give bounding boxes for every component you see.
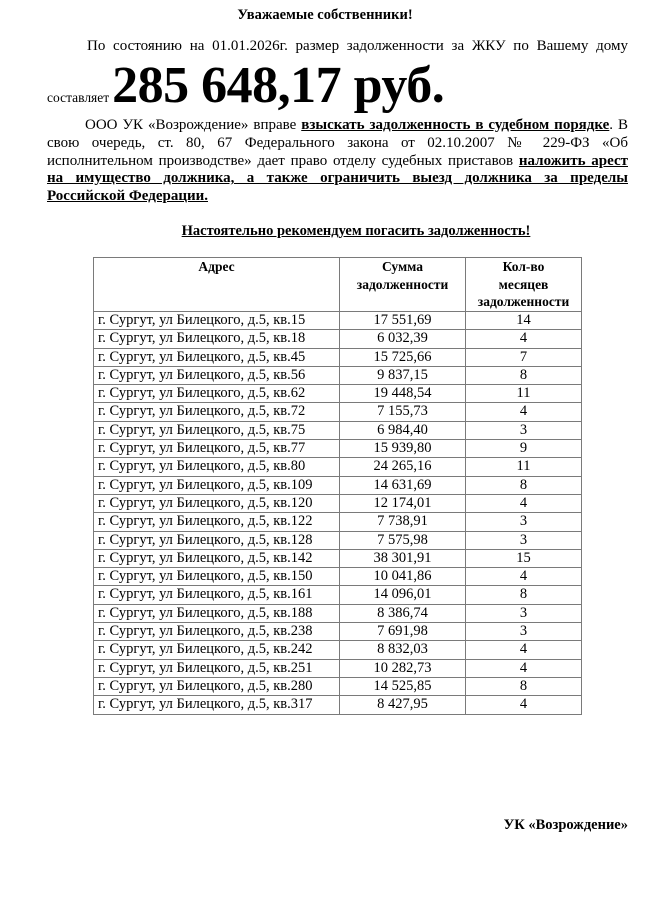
table-row	[94, 659, 582, 677]
header-sum-line2: задолженности	[356, 276, 449, 292]
sum-cell: 10 282,73	[340, 659, 466, 677]
months-cell: 3	[466, 513, 582, 531]
table-row	[94, 476, 582, 494]
table-row	[94, 366, 582, 384]
table-row	[94, 458, 582, 476]
table-row	[94, 696, 582, 714]
paragraph-emphasis-2: наложить арест на имущество должника, а также ограничить выезд должника за пределы Российской Федерации.	[47, 152, 628, 205]
debtors-table	[93, 257, 582, 715]
months-cell: 3	[466, 531, 582, 549]
sum-cell: 8 386,74	[340, 604, 466, 622]
address-cell: г. Сургут, ул Билецкого, д.5, кв.72	[94, 403, 340, 421]
months-cell: 4	[466, 696, 582, 714]
header-address	[94, 258, 340, 312]
sum-cell: 14 631,69	[340, 476, 466, 494]
address-cell: г. Сургут, ул Билецкого, д.5, кв.120	[94, 494, 340, 512]
months-cell: 4	[466, 494, 582, 512]
call-to-action	[0, 223, 650, 240]
months-cell: 8	[466, 586, 582, 604]
address-cell: г. Сургут, ул Билецкого, д.5, кв.62	[94, 385, 340, 403]
signature: УК «Возрождение»	[503, 817, 628, 833]
header-months-line2: месяцев	[498, 276, 549, 292]
address-cell: г. Сургут, ул Билецкого, д.5, кв.122	[94, 513, 340, 531]
address-cell: г. Сургут, ул Билецкого, д.5, кв.251	[94, 659, 340, 677]
table-row	[94, 549, 582, 567]
months-cell: 8	[466, 677, 582, 695]
sum-cell: 19 448,54	[340, 385, 466, 403]
header-months-line1: Кол-во	[502, 259, 545, 274]
greeting-heading: Уважаемые собственники!	[237, 7, 413, 23]
sum-cell: 7 691,98	[340, 623, 466, 641]
address-cell: г. Сургут, ул Билецкого, д.5, кв.109	[94, 476, 340, 494]
table-row	[94, 403, 582, 421]
table-row	[94, 385, 582, 403]
amount-prefix: составляет	[47, 90, 110, 105]
address-cell: г. Сургут, ул Билецкого, д.5, кв.15	[94, 312, 340, 330]
sum-cell: 6 984,40	[340, 421, 466, 439]
sum-cell: 17 551,69	[340, 312, 466, 330]
sum-cell: 8 832,03	[340, 641, 466, 659]
table-row	[94, 440, 582, 458]
months-cell: 15	[466, 549, 582, 567]
months-cell: 8	[466, 476, 582, 494]
table-row	[94, 494, 582, 512]
legal-paragraph	[47, 117, 628, 206]
months-cell: 3	[466, 623, 582, 641]
header-months-line3: задолженности	[477, 294, 570, 309]
debt-amount-row	[47, 56, 444, 116]
address-cell: г. Сургут, ул Билецкого, д.5, кв.317	[94, 696, 340, 714]
sum-cell: 12 174,01	[340, 494, 466, 512]
months-cell: 8	[466, 366, 582, 384]
address-cell: г. Сургут, ул Билецкого, д.5, кв.18	[94, 330, 340, 348]
table-row	[94, 677, 582, 695]
table-row	[94, 568, 582, 586]
months-cell: 3	[466, 604, 582, 622]
paragraph-emphasis-1: взыскать задолженность в судебном порядке	[301, 117, 610, 133]
table-row	[94, 641, 582, 659]
address-cell: г. Сургут, ул Билецкого, д.5, кв.242	[94, 641, 340, 659]
sum-cell: 15 725,66	[340, 348, 466, 366]
table-row	[94, 623, 582, 641]
header-address-label: Адрес	[198, 259, 235, 274]
sum-cell: 7 575,98	[340, 531, 466, 549]
address-cell: г. Сургут, ул Билецкого, д.5, кв.80	[94, 458, 340, 476]
sum-cell: 14 096,01	[340, 586, 466, 604]
sum-cell: 7 738,91	[340, 513, 466, 531]
months-cell: 14	[466, 312, 582, 330]
months-cell: 4	[466, 641, 582, 659]
table-row	[94, 330, 582, 348]
intro-line: По состоянию на 01.01.2026г. размер задолженности за ЖКУ по Вашему дому	[87, 38, 628, 54]
months-cell: 7	[466, 348, 582, 366]
table-row	[94, 531, 582, 549]
sum-cell: 7 155,73	[340, 403, 466, 421]
call-to-action-text: Настоятельно рекомендуем погасить задолженность!	[181, 223, 531, 239]
sum-cell: 10 041,86	[340, 568, 466, 586]
header-months	[466, 258, 582, 312]
sum-cell: 9 837,15	[340, 366, 466, 384]
address-cell: г. Сургут, ул Билецкого, д.5, кв.45	[94, 348, 340, 366]
sum-cell: 38 301,91	[340, 549, 466, 567]
address-cell: г. Сургут, ул Билецкого, д.5, кв.188	[94, 604, 340, 622]
paragraph-text-2: . В свою очередь, ст. 80, 67 Федерального закона от 02.10.2007 № 229-ФЗ «Об исполнительном производстве» дает право отделу судебных приставов	[47, 117, 628, 169]
months-cell: 11	[466, 385, 582, 403]
header-sum-line1: Сумма	[381, 259, 424, 274]
months-cell: 11	[466, 458, 582, 476]
table-header-row	[94, 258, 582, 312]
months-cell: 4	[466, 403, 582, 421]
address-cell: г. Сургут, ул Билецкого, д.5, кв.56	[94, 366, 340, 384]
table-row	[94, 513, 582, 531]
total-debt-amount: 285 648,17 руб.	[112, 57, 445, 114]
address-cell: г. Сургут, ул Билецкого, д.5, кв.280	[94, 677, 340, 695]
header-sum	[340, 258, 466, 312]
table-row	[94, 348, 582, 366]
address-cell: г. Сургут, ул Билецкого, д.5, кв.238	[94, 623, 340, 641]
table-row	[94, 312, 582, 330]
address-cell: г. Сургут, ул Билецкого, д.5, кв.75	[94, 421, 340, 439]
address-cell: г. Сургут, ул Билецкого, д.5, кв.128	[94, 531, 340, 549]
sum-cell: 14 525,85	[340, 677, 466, 695]
table-row	[94, 604, 582, 622]
paragraph-text-1: ООО УК «Возрождение» вправе	[85, 117, 302, 133]
address-cell: г. Сургут, ул Билецкого, д.5, кв.150	[94, 568, 340, 586]
months-cell: 9	[466, 440, 582, 458]
table-row	[94, 421, 582, 439]
sum-cell: 6 032,39	[340, 330, 466, 348]
address-cell: г. Сургут, ул Билецкого, д.5, кв.77	[94, 440, 340, 458]
address-cell: г. Сургут, ул Билецкого, д.5, кв.161	[94, 586, 340, 604]
months-cell: 4	[466, 330, 582, 348]
address-cell: г. Сургут, ул Билецкого, д.5, кв.142	[94, 549, 340, 567]
months-cell: 4	[466, 568, 582, 586]
months-cell: 4	[466, 659, 582, 677]
sum-cell: 8 427,95	[340, 696, 466, 714]
months-cell: 3	[466, 421, 582, 439]
sum-cell: 15 939,80	[340, 440, 466, 458]
table-row	[94, 586, 582, 604]
sum-cell: 24 265,16	[340, 458, 466, 476]
